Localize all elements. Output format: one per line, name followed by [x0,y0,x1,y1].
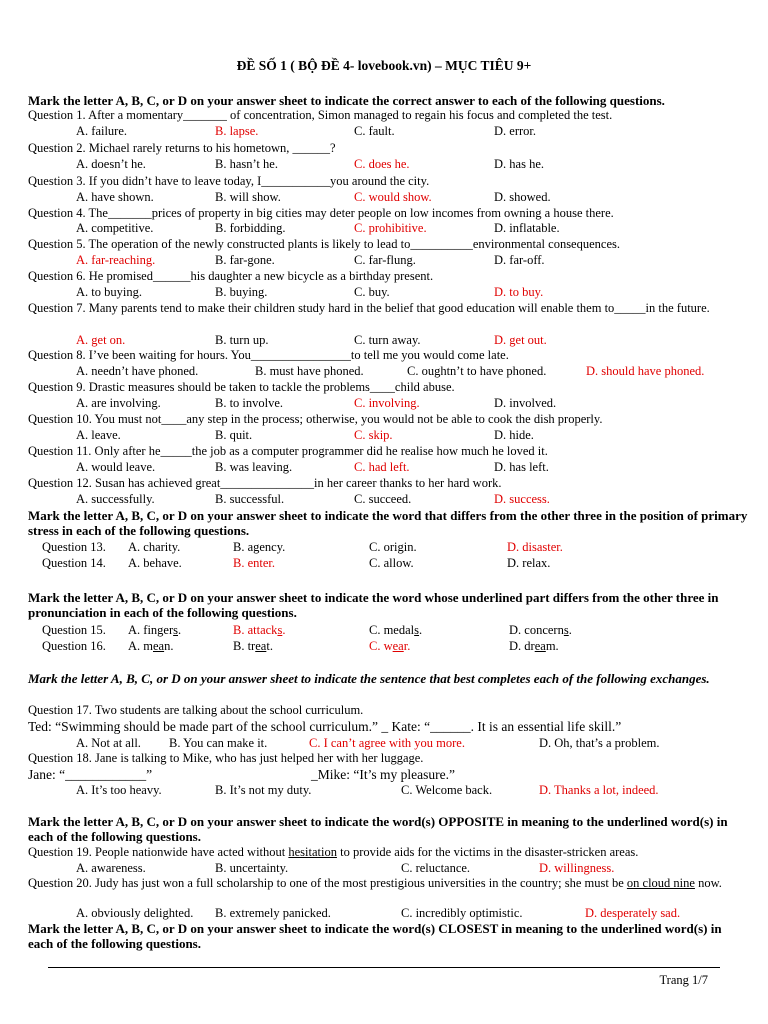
question-3-options [0,190,768,205]
option-d: D. Oh, that’s a problem. [539,736,660,750]
question-8-options [0,364,768,379]
option-d-correct: D. to buy. [494,285,544,299]
question-18-dialogue-jane: Jane: “____________” [28,767,153,782]
question-8: Question 8. I’ve been waiting for hours. You________________to tell me you would come late. [28,348,509,362]
question-6: Question 6. He promised______his daughter a new bicycle as a birthday present. [28,269,434,283]
option-a: A. obviously delighted. [76,906,194,920]
option-a: A. to buying. [76,285,142,299]
option-c: C. buy. [354,285,390,299]
option-d-correct: D. desperately sad. [585,906,681,920]
option-d-correct: D. willingness. [539,861,615,875]
option-c: C. oughtn’t to have phoned. [407,364,547,378]
option-b: B. treat. [233,639,273,653]
option-b: B. You can make it. [169,736,268,750]
question-label: Question 15. [42,623,106,637]
option-c: C. origin. [369,540,417,554]
option-a: A. failure. [76,124,128,138]
option-a-correct: A. far-reaching. [76,253,156,267]
option-c: C. allow. [369,556,414,570]
option-b: B. buying. [215,285,268,299]
option-a: A. doesn’t he. [76,157,146,171]
question-20-options [0,906,768,921]
option-d: D. far-off. [494,253,545,267]
option-d-correct: D. get out. [494,333,547,347]
option-c: C. medals. [369,623,423,637]
option-b: B. successful. [215,492,285,506]
section-instructions-3: Mark the letter A, B, C, or D on your answer sheet to indicate the word whose underlined part differs from the other three in pronunciation in each of the following questions. [28,590,719,620]
question-7: Question 7. Many parents tend to make their children study hard in the belief that good education will enable them to_____in the future. [28,301,710,315]
option-c-correct: C. involving. [354,396,420,410]
question-5: Question 5. The operation of the newly constructed plants is likely to lead to__________environmental consequences. [28,237,620,251]
option-b: B. quit. [215,428,253,442]
question-16 [0,639,768,654]
option-a: A. awareness. [76,861,146,875]
option-b: B. forbidding. [215,221,286,235]
option-b: B. will show. [215,190,281,204]
question-14 [0,556,768,571]
question-10-options [0,428,768,443]
section-instructions-6: Mark the letter A, B, C, or D on your answer sheet to indicate the word(s) CLOSEST in meaning to the underlined word(s) in each of the following questions. [28,921,722,951]
option-c: C. Welcome back. [401,783,493,797]
option-d: D. dream. [509,639,559,653]
question-5-options [0,253,768,268]
option-d: D. concerns. [509,623,572,637]
option-b: B. was leaving. [215,460,293,474]
option-a: A. have shown. [76,190,154,204]
question-label: Question 13. [42,540,106,554]
question-9-options [0,396,768,411]
question-2-options [0,157,768,172]
option-c: C. incredibly optimistic. [401,906,523,920]
option-b: B. uncertainty. [215,861,289,875]
question-12-options [0,492,768,507]
question-20: Question 20. Judy has just won a full scholarship to one of the most prestigious universities in the country; she must be on cloud nine now. [28,876,722,890]
option-a: A. would leave. [76,460,156,474]
option-a: A. needn’t have phoned. [76,364,199,378]
option-c: C. succeed. [354,492,412,506]
question-19: Question 19. People nationwide have acted without hesitation to provide aids for the victims in the disaster-stricken areas. [28,845,639,859]
option-d: D. involved. [494,396,557,410]
option-b: B. It’s not my duty. [215,783,312,797]
option-b: B. must have phoned. [255,364,364,378]
question-7-options [0,333,768,348]
option-b-correct: B. lapse. [215,124,259,138]
option-d: D. has left. [494,460,549,474]
question-17: Question 17. Two students are talking about the school curriculum. [28,703,364,717]
option-a: A. fingers. [128,623,182,637]
option-c: C. turn away. [354,333,421,347]
option-b: B. agency. [233,540,286,554]
option-d: D. inflatable. [494,221,560,235]
option-a: A. successfully. [76,492,155,506]
option-d: D. error. [494,124,536,138]
option-a: A. competitive. [76,221,154,235]
question-13 [0,540,768,555]
option-a: A. mean. [128,639,174,653]
option-b: B. far-gone. [215,253,275,267]
question-label: Question 14. [42,556,106,570]
option-b: B. turn up. [215,333,269,347]
section-instructions-4: Mark the letter A, B, C, or D on your answer sheet to indicate the sentence that best completes each of the following exchanges. [28,671,710,686]
question-1: Question 1. After a momentary_______ of concentration, Simon managed to regain his focus and completed the test. [28,108,613,122]
question-17-dialogue: Ted: “Swimming should be made part of the school curriculum.” _ Kate: “______. It is an essential life skill.” [28,719,622,734]
question-12: Question 12. Susan has achieved great_______________in her career thanks to her hard work. [28,476,502,490]
option-c: C. fault. [354,124,395,138]
question-label: Question 16. [42,639,106,653]
question-18-dialogue-mike: _Mike: “It’s my pleasure.” [311,767,455,782]
option-b-correct: B. attacks. [233,623,286,637]
option-b: B. hasn’t he. [215,157,278,171]
option-b-correct: B. enter. [233,556,276,570]
option-c-correct: C. does he. [354,157,410,171]
option-a: A. It’s too heavy. [76,783,162,797]
question-3: Question 3. If you didn’t have to leave today, I___________you around the city. [28,174,430,188]
section-instructions-1: Mark the letter A, B, C, or D on your answer sheet to indicate the correct answer to each of the following questions. [28,93,665,108]
option-c-correct: C. prohibitive. [354,221,427,235]
page-title: ĐỀ SỐ 1 ( BỘ ĐỀ 4- lovebook.vn) – MỤC TIÊU 9+ [236,58,532,73]
option-b: B. extremely panicked. [215,906,331,920]
option-a-correct: A. get on. [76,333,126,347]
question-4: Question 4. The_______prices of property in big cities may deter people on low incomes from owning a house there. [28,206,614,220]
option-c-correct: C. wear. [369,639,411,653]
option-c-correct: C. I can’t agree with you more. [309,736,465,750]
question-11-options [0,460,768,475]
question-10: Question 10. You must not____any step in the process; otherwise, you would not be able to cook the dish properly. [28,412,603,426]
section-instructions-2: Mark the letter A, B, C, or D on your answer sheet to indicate the word that differs from the other three in the position of primary stress in each of the following questions. [28,508,748,538]
option-a: A. behave. [128,556,182,570]
option-d-correct: D. should have phoned. [586,364,705,378]
question-18-options [0,783,768,798]
option-d: D. has he. [494,157,544,171]
question-15 [0,623,768,638]
question-2: Question 2. Michael rarely returns to his hometown, ______? [28,141,336,155]
question-6-options [0,285,768,300]
option-a: A. Not at all. [76,736,141,750]
option-c-correct: C. would show. [354,190,432,204]
question-18: Question 18. Jane is talking to Mike, who has just helped her with her luggage. [28,751,424,765]
question-17-options [0,736,768,751]
question-19-options [0,861,768,876]
option-c: C. far-flung. [354,253,416,267]
option-d-correct: D. disaster. [507,540,563,554]
option-b: B. to involve. [215,396,284,410]
page-number: Trang 1/7 [659,973,708,987]
option-d: D. showed. [494,190,551,204]
option-c: C. reluctance. [401,861,471,875]
option-a: A. are involving. [76,396,161,410]
option-a: A. leave. [76,428,121,442]
option-d: D. relax. [507,556,551,570]
option-a: A. charity. [128,540,181,554]
section-instructions-5: Mark the letter A, B, C, or D on your answer sheet to indicate the word(s) OPPOSITE in meaning to the underlined word(s) in each of the following questions. [28,814,728,844]
option-d-correct: D. success. [494,492,550,506]
option-d-correct: D. Thanks a lot, indeed. [539,783,659,797]
option-c-correct: C. had left. [354,460,410,474]
question-11: Question 11. Only after he_____the job as a computer programmer did he realise how much he loved it. [28,444,548,458]
option-d: D. hide. [494,428,534,442]
option-c-correct: C. skip. [354,428,393,442]
question-4-options [0,221,768,236]
question-9: Question 9. Drastic measures should be taken to tackle the problems____child abuse. [28,380,455,394]
question-1-options [0,124,768,139]
footer-divider [48,967,720,968]
